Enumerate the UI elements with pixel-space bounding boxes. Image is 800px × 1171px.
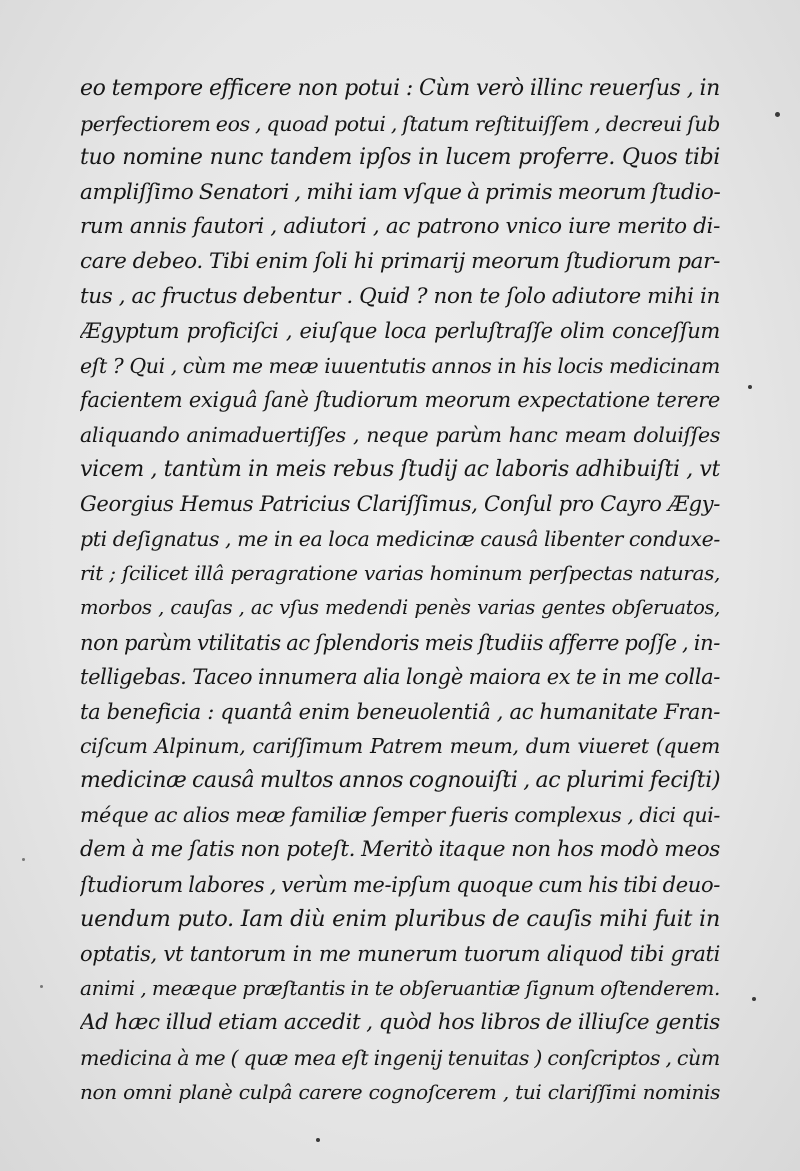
text-line-4: ampliſſimo Senatori , mihi iam vſque à primis meorum ſtudio-	[80, 179, 720, 205]
text-line-29: medicina à me ( quæ mea eſt ingenij tenuitas ) conſcriptos , cùm	[80, 1045, 720, 1070]
text-block	[80, 72, 720, 1110]
text-line-11: aliquando animaduertiſſes , neque parùm hanc meam doluiſſes	[80, 422, 720, 447]
text-line-26: optatis, vt tantorum in me munerum tuorum aliquod tibi grati	[80, 941, 720, 966]
ink-speck	[40, 985, 43, 988]
text-line-15: rit ; ſcilicet illâ peragratione varias hominum perſpectas naturas,	[80, 561, 720, 586]
text-line-7: tus , ac fructus debentur . Quid ? non te ſolo adiutore mihi in	[80, 283, 720, 309]
text-line-30: non omni planè culpâ carere cognoſcerem , tui clariſſimi nominis	[80, 1080, 720, 1105]
text-line-1: eo tempore efficere non potui : Cùm verò illinc reuerſus , in	[80, 76, 720, 101]
text-line-5: rum annis fautori , adiutori , ac patrono vnico iure merito di-	[80, 214, 720, 240]
text-line-28: Ad hæc illud etiam accedit , quòd hos libros de illiuſce gentis	[80, 1010, 720, 1036]
ink-speck	[752, 997, 756, 1001]
text-line-24: ſtudiorum labores , verùm me-ipſum quoque cum his tibi deuo-	[80, 872, 720, 897]
text-line-21: medicinæ causâ multos annos cognouiſti , ac plurimi feciſti)	[80, 767, 720, 793]
text-line-25: uendum puto. Iam diù enim pluribus de cauſis mihi fuit in	[80, 906, 720, 933]
text-line-14: pti deſignatus , me in ea loca medicinæ causâ libenter conduxe-	[80, 526, 720, 551]
text-line-22: méque ac alios meæ familiæ ſemper fueris complexus , dici qui-	[80, 803, 720, 828]
text-line-12: vicem , tantùm in meis rebus ſtudij ac laboris adhibuiſti , vt	[80, 456, 720, 482]
ink-speck	[775, 112, 780, 117]
text-line-8: Ægyptum proficiſci , eiuſque loca perluſtraſſe olim conceſſum	[80, 319, 720, 344]
text-line-27: animi , meæque præſtantis in te obſeruantiæ ſignum oſtenderem.	[80, 976, 720, 1001]
text-line-18: telligebas. Taceo innumera alia longè maiora ex te in me colla-	[80, 665, 720, 690]
text-line-10: facientem exiguâ ſanè ſtudiorum meorum expectatione terere	[80, 388, 720, 413]
text-line-13: Georgius Hemus Patricius Clariſſimus, Conſul pro Cayro Ægy-	[80, 492, 720, 517]
text-line-19: ta beneficia : quantâ enim beneuolentiâ , ac humanitate Fran-	[80, 699, 720, 724]
text-line-23: dem à me ſatis non poteſt. Meritò itaque non hos modò meos	[80, 837, 720, 863]
text-line-2: perfectiorem eos , quoad potui , ſtatum reſtituiſſem , decreui ſub	[80, 111, 720, 136]
text-line-9: eſt ? Qui , cùm me meæ iuuentutis annos in his locis medicinam	[80, 353, 720, 378]
text-line-16: morbos , cauſas , ac vſus medendi penès varias gentes obſeruatos,	[80, 595, 720, 619]
text-line-17: non parùm vtilitatis ac ſplendoris meis ſtudiis afferre poſſe , in-	[80, 630, 720, 655]
text-line-20: ciſcum Alpinum, cariſſimum Patrem meum, dum viueret (quem	[80, 734, 720, 759]
ink-speck	[316, 1138, 320, 1142]
text-line-3: tuo nomine nunc tandem ipſos in lucem proferre. Quos tibi	[80, 145, 720, 171]
text-line-6: care debeo. Tibi enim ſoli hi primarij meorum ſtudiorum par-	[80, 248, 720, 274]
ink-speck	[748, 385, 752, 389]
ink-speck	[22, 858, 25, 861]
